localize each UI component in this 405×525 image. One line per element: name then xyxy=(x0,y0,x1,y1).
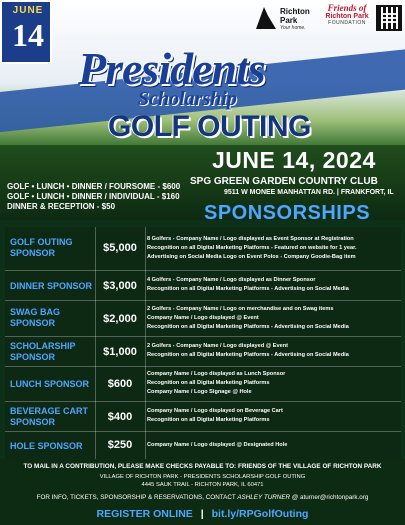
richton-park-logo-icon xyxy=(256,7,276,29)
sponsor-price: $400 xyxy=(107,411,133,423)
table-row xyxy=(5,271,401,301)
friends-logo-line-3: FOUNDATION xyxy=(328,20,366,26)
sponsor-price: $3,000 xyxy=(103,280,137,292)
sponsor-benefit: 2 Golfers - Company Name / Logo on merchandise and on Swag items xyxy=(147,306,334,312)
sponsor-price: $600 xyxy=(107,378,133,390)
date-badge-day: 14 xyxy=(12,17,44,53)
sponsor-price: $2,000 xyxy=(103,313,137,325)
sponsor-benefit: Recognition on all Digital Marketing Platforms - Advertising on Social Media xyxy=(147,352,349,358)
price-line: GOLF • LUNCH • DINNER / FOURSOME - $600 xyxy=(7,182,181,191)
sponsor-benefit: Company Name / Logo displayed @ Event xyxy=(147,315,259,321)
table-row xyxy=(5,402,401,432)
sponsor-benefit: 8 Golfers - Company Name / Logo displayed as Event Sponsor at Registration xyxy=(147,236,354,242)
contact-info xyxy=(0,494,405,501)
sponsor-name: HOLE SPONSOR xyxy=(10,441,83,451)
title-scholarship: Scholarship xyxy=(138,88,237,110)
contact-name: ASHLEY TURNER xyxy=(237,494,291,501)
sponsor-benefit: Company Name / Logo Signage @ Hole xyxy=(147,389,252,395)
sponsor-name: SPONSOR xyxy=(10,318,56,328)
footer xyxy=(0,459,405,525)
sponsor-benefit: 4 Golfers - Company Name / Logo displayed as Dinner Sponsor xyxy=(147,277,316,283)
richton-park-logo-tagline: Your home. xyxy=(280,25,306,31)
sponsor-benefit: Advertising on Social Media Logo on Event Polos - Company Goodie-Bag item xyxy=(147,254,356,260)
sponsor-price: $250 xyxy=(107,439,133,451)
price-line: DINNER & RECEPTION - $50 xyxy=(7,202,116,211)
mail-address-line-1: VILLAGE OF RICHTON PARK - PRESIDENTS SCHOLARSHIP GOLF OUTING xyxy=(99,474,306,480)
sponsor-name: SWAG BAG xyxy=(10,307,61,317)
ticket-prices xyxy=(7,182,192,212)
sponsor-benefit: Recognition on all Digital Marketing Platforms - Advertising on Social Media xyxy=(147,324,349,330)
mail-instructions: TO MAIL IN A CONTRIBUTION, PLEASE MAKE CHECKS PAYABLE TO: FRIENDS OF THE VILLAGE OF RICHTON PARK xyxy=(23,463,382,470)
sponsor-benefit: 2 Golfers - Company Name / Logo displayed @ Event xyxy=(147,343,288,349)
table-row xyxy=(5,227,401,271)
event-address: 9511 W MONEE MANHATTAN RD. | FRANKFORT, IL xyxy=(224,189,394,196)
date-badge-month: JUNE xyxy=(12,5,44,16)
price-line: GOLF • LUNCH • DINNER / INDIVIDUAL - $160 xyxy=(7,192,180,201)
sponsor-benefit: Recognition on all Digital Marketing Platforms xyxy=(147,380,270,386)
sponsor-benefit: Company Name / Logo displayed @ Designated Hole xyxy=(147,442,288,448)
sponsor-name: DINNER SPONSOR xyxy=(10,281,93,291)
sponsor-price: $1,000 xyxy=(103,346,137,358)
richton-park-logo xyxy=(256,5,316,35)
friends-logo-line-1: Friends of xyxy=(327,3,367,13)
sponsor-name: GOLF OUTING xyxy=(10,237,73,247)
sponsor-name: BEVERAGE CART xyxy=(10,406,89,416)
sponsorship-table xyxy=(5,227,401,459)
event-date: JUNE 14, 2024 xyxy=(212,147,376,173)
friends-foundation-logo xyxy=(322,3,372,37)
sponsor-benefit: Recognition on all Digital Marketing Platforms - Featured on website for 1 year. xyxy=(147,245,357,251)
sponsor-name: LUNCH SPONSOR xyxy=(10,379,90,389)
sponsor-benefit: Company Name / Logo displayed as Lunch Sponsor xyxy=(147,371,286,377)
register-separator: | xyxy=(200,508,204,520)
sponsor-benefit: Recognition on all Digital Marketing Platforms xyxy=(147,417,270,423)
table-row xyxy=(5,432,401,459)
date-badge xyxy=(0,0,52,64)
table-row xyxy=(5,301,401,337)
sponsor-name: SPONSOR xyxy=(10,352,56,362)
register-link[interactable]: bit.ly/RPGolfOuting xyxy=(211,508,309,520)
richton-park-logo-name-2: Park xyxy=(280,16,298,25)
title-presidents: Presidents xyxy=(78,43,265,94)
contact-email[interactable]: @ aturner@richtonpark.org xyxy=(291,494,369,501)
friends-logo-line-2: Richton Park xyxy=(325,13,369,20)
sponsorships-heading: SPONSORSHIPS xyxy=(204,202,371,224)
sponsor-name: SCHOLARSHIP xyxy=(10,341,76,351)
mail-address-line-2: 4445 SAUK TRAIL - RICHTON PARK, IL 60471 xyxy=(141,482,264,488)
sponsor-name: SPONSOR xyxy=(10,248,56,258)
register-label: REGISTER ONLINE xyxy=(96,508,193,520)
sponsor-name: SPONSOR xyxy=(10,417,56,427)
qr-code-icon[interactable] xyxy=(376,5,402,31)
richton-park-logo-name-1: Richton xyxy=(280,7,310,16)
table-row xyxy=(5,337,401,367)
contact-prefix: FOR INFO, TICKETS, SPONSORSHIP & RESERVATIONS, CONTACT xyxy=(36,494,236,501)
sponsor-price: $5,000 xyxy=(103,242,137,254)
event-venue: SPG GREEN GARDEN COUNTRY CLUB xyxy=(190,176,378,187)
table-row xyxy=(5,367,401,402)
sponsor-benefit: Recognition on all Digital Marketing Platforms - Advertising on Social Media xyxy=(147,286,349,292)
sponsor-benefit: Company Name / Logo displayed on Beverage Cart xyxy=(147,408,283,414)
register-online xyxy=(0,508,405,520)
title-golf-outing: GOLF OUTING xyxy=(108,110,311,143)
